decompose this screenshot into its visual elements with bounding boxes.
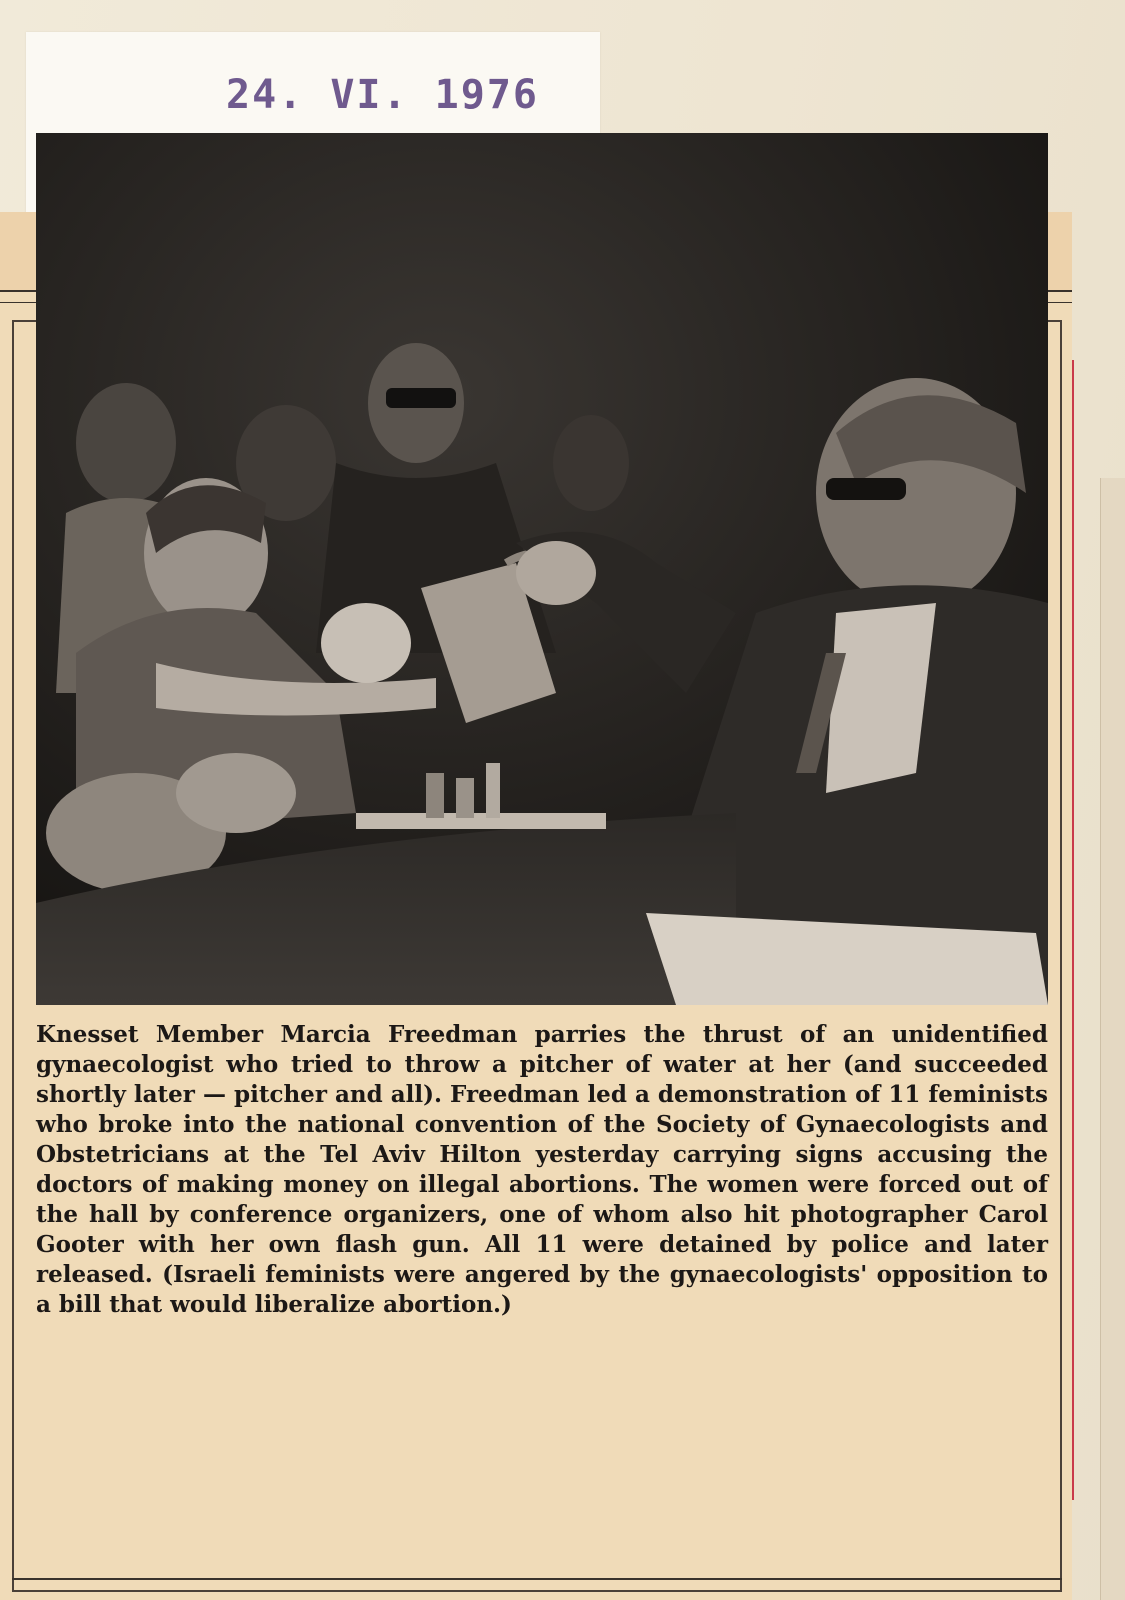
red-margin-line: [1072, 360, 1074, 1500]
news-photo: [36, 133, 1048, 1005]
stamp-date: 24. VI. 1976: [226, 72, 539, 118]
photo-caption: Knesset Member Marcia Freedman parries the thrust of an unidentified gynaecologist who tried to throw a pitcher of water at her (and succeeded shortly later — pitcher and all). Freedman led a demonstration of 11 feminists who broke into the national convention of the Society of Gynaecologists and Obstetricians at the Tel Aviv Hilton yesterday carrying signs accusing the doctors of making money on illegal abortions. The women were forced out of the hall by conference organizers, one of whom also hit photographer Carol Gooter with her own flash gun. All 11 were detained by police and later released. (Israeli feminists were angered by the gynaecologists' opposition to a bill that would liberalize abortion.): [36, 1021, 1048, 1318]
news-photo-image: [36, 133, 1048, 1005]
adjacent-sheet-edge: [1100, 478, 1125, 1600]
bottom-rule: [12, 1578, 1062, 1580]
